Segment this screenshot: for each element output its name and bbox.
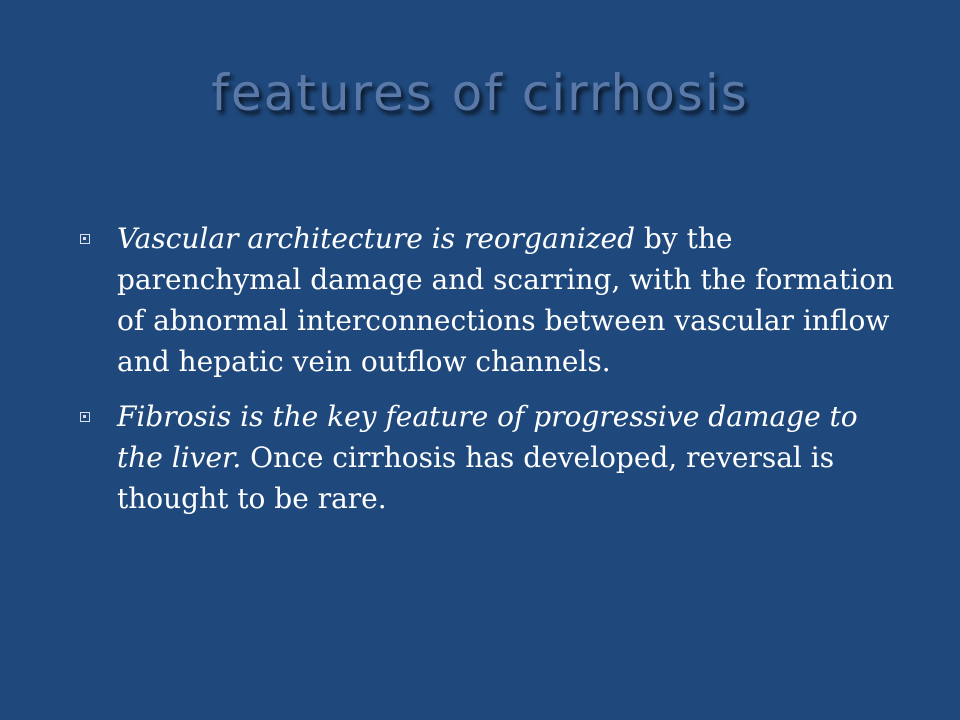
- square-bullet-icon: [80, 234, 90, 244]
- bullet-emphasis: Vascular architecture is reorganized: [117, 222, 636, 255]
- bullet-text: by the parenchymal damage and scarring, with the formation of abnormal interconnections between vascular inflow and hepatic vein outflow channels.: [117, 222, 895, 378]
- bullet-item: [80, 396, 900, 519]
- bullet-list: [80, 218, 900, 533]
- bullet-text: Once cirrhosis has developed, reversal is thought to be rare.: [117, 441, 835, 515]
- slide-title: features of cirrhosis: [211, 64, 749, 122]
- bullet-emphasis: Fibrosis is the key feature of progressive damage to the liver.: [117, 400, 858, 474]
- square-bullet-icon: [80, 412, 90, 422]
- bullet-item: [80, 218, 900, 382]
